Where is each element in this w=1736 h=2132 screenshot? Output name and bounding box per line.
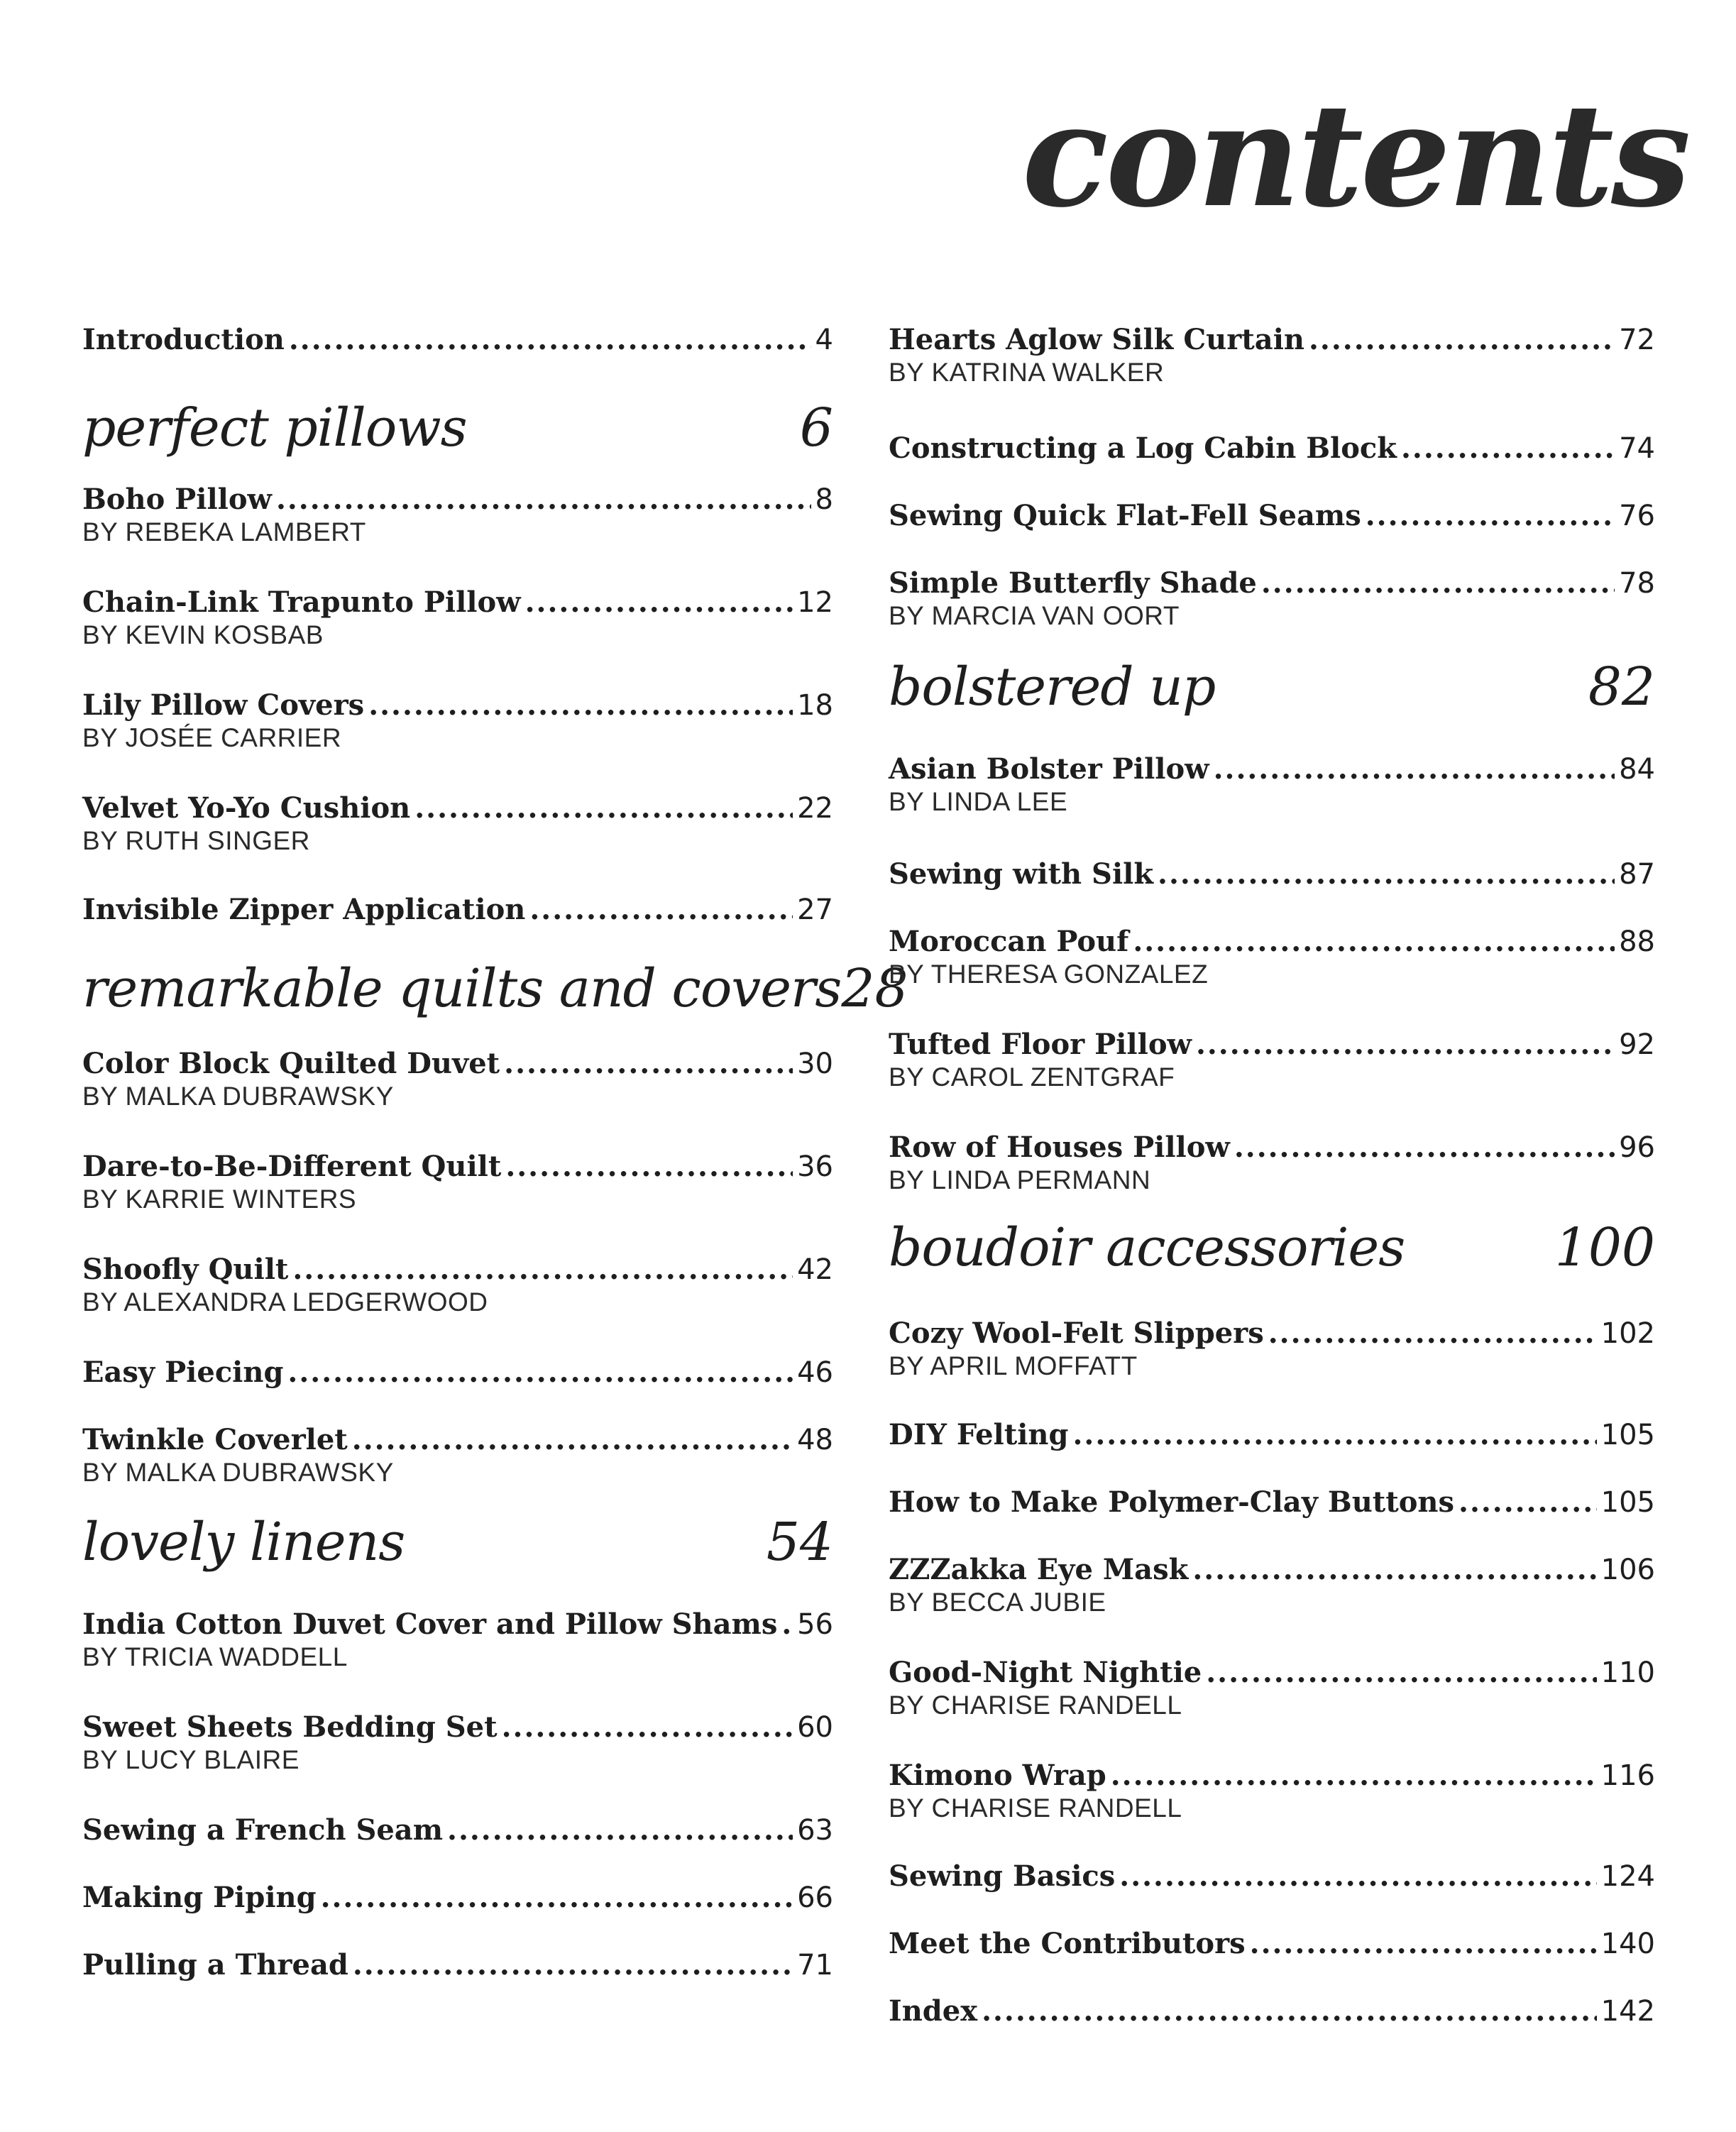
toc-entry-row bbox=[889, 752, 1655, 786]
toc-entry bbox=[82, 1047, 833, 1111]
section-heading bbox=[82, 1512, 833, 1573]
dot-leader bbox=[447, 1813, 793, 1847]
dot-leader bbox=[502, 1710, 793, 1744]
entry-page-number: 4 bbox=[815, 324, 833, 356]
section-title: lovely linens bbox=[82, 1512, 405, 1573]
entry-page-number: 36 bbox=[797, 1150, 833, 1183]
entry-page-number: 140 bbox=[1600, 1928, 1655, 1960]
entry-author: BY LINDA PERMANN bbox=[889, 1165, 1151, 1194]
entry-page-number: 96 bbox=[1619, 1131, 1655, 1164]
toc-entry bbox=[889, 1317, 1655, 1381]
dot-leader bbox=[1401, 432, 1615, 465]
toc-entry bbox=[82, 1813, 833, 1847]
entry-page-number: 8 bbox=[815, 483, 833, 516]
entry-title: Simple Butterfly Shade bbox=[889, 566, 1257, 600]
entry-author: BY LINDA LEE bbox=[889, 787, 1068, 816]
entry-title: Dare-to-Be-Different Quilt bbox=[82, 1150, 502, 1183]
toc-entry bbox=[82, 1710, 833, 1775]
entry-page-number: 71 bbox=[797, 1949, 833, 1982]
entry-title: Color Block Quilted Duvet bbox=[82, 1047, 500, 1080]
entry-page-number: 87 bbox=[1619, 858, 1655, 891]
dot-leader bbox=[1192, 1553, 1596, 1586]
entry-title: DIY Felting bbox=[889, 1418, 1069, 1451]
entry-title: Velvet Yo-Yo Cushion bbox=[82, 791, 411, 825]
entry-title: Sweet Sheets Bedding Set bbox=[82, 1710, 498, 1744]
toc-entry-row bbox=[82, 1948, 833, 1982]
toc-entry-row bbox=[82, 1356, 833, 1389]
dot-leader bbox=[1111, 1759, 1597, 1792]
entry-author: BY KATRINA WALKER bbox=[889, 358, 1165, 387]
toc-entry bbox=[889, 1859, 1655, 1893]
toc-entry bbox=[889, 1553, 1655, 1617]
dot-leader bbox=[982, 1994, 1597, 2028]
toc-entry-row bbox=[889, 857, 1655, 891]
entry-page-number: 48 bbox=[797, 1424, 833, 1456]
section-page-number: 28 bbox=[841, 958, 908, 1019]
toc-entry-row bbox=[889, 1994, 1655, 2028]
toc-entry-row bbox=[82, 791, 833, 825]
entry-title: How to Make Polymer-Clay Buttons bbox=[889, 1485, 1455, 1519]
page-title: contents bbox=[1022, 72, 1688, 239]
entry-title: Asian Bolster Pillow bbox=[889, 752, 1209, 786]
toc-entry bbox=[889, 857, 1655, 891]
entry-author: BY TRICIA WADDELL bbox=[82, 1642, 348, 1671]
dot-leader bbox=[368, 688, 793, 722]
toc-entry-row bbox=[889, 1131, 1655, 1164]
toc-entry bbox=[82, 893, 833, 926]
dot-leader bbox=[1268, 1317, 1597, 1350]
toc-entry bbox=[82, 586, 833, 650]
dot-leader bbox=[292, 1253, 793, 1286]
toc-entry bbox=[82, 1356, 833, 1389]
toc-entry bbox=[889, 1028, 1655, 1092]
section-heading bbox=[889, 656, 1655, 718]
toc-entry bbox=[889, 1418, 1655, 1451]
entry-title: Hearts Aglow Silk Curtain bbox=[889, 323, 1304, 356]
toc-entry-row bbox=[889, 432, 1655, 465]
dot-leader bbox=[287, 1356, 793, 1389]
entry-title: Sewing a French Seam bbox=[82, 1813, 444, 1847]
section-heading bbox=[82, 397, 833, 458]
dot-leader bbox=[1133, 925, 1615, 958]
entry-title: Moroccan Pouf bbox=[889, 925, 1129, 958]
toc-entry bbox=[889, 1994, 1655, 2028]
entry-page-number: 63 bbox=[797, 1814, 833, 1847]
entry-author: BY RUTH SINGER bbox=[82, 826, 310, 855]
entry-title: India Cotton Duvet Cover and Pillow Shams bbox=[82, 1608, 778, 1641]
entry-page-number: 102 bbox=[1600, 1317, 1655, 1350]
toc-entry bbox=[889, 1759, 1655, 1823]
entry-title: Chain-Link Trapunto Pillow bbox=[82, 586, 521, 619]
entry-title: Row of Houses Pillow bbox=[889, 1131, 1230, 1164]
entry-page-number: 142 bbox=[1600, 1995, 1655, 2028]
toc-entry bbox=[82, 323, 833, 356]
entry-title: Making Piping bbox=[82, 1881, 317, 1914]
toc-entry bbox=[82, 1948, 833, 1982]
entry-author: BY MARCIA VAN OORT bbox=[889, 601, 1180, 630]
dot-leader bbox=[276, 483, 811, 516]
section-page-number: 100 bbox=[1554, 1217, 1655, 1278]
entry-title: Sewing with Silk bbox=[889, 857, 1154, 891]
entry-title: Constructing a Log Cabin Block bbox=[889, 432, 1397, 465]
toc-entry bbox=[889, 323, 1655, 388]
entry-title: Kimono Wrap bbox=[889, 1759, 1106, 1792]
entry-title: Introduction bbox=[82, 323, 285, 356]
entry-page-number: 84 bbox=[1619, 753, 1655, 786]
entry-author: BY APRIL MOFFATT bbox=[889, 1351, 1138, 1380]
toc-entry bbox=[82, 1150, 833, 1214]
toc-entry bbox=[82, 1423, 833, 1488]
entry-title: Sewing Basics bbox=[889, 1859, 1116, 1893]
dot-leader bbox=[529, 893, 793, 926]
entry-author: BY THERESA GONZALEZ bbox=[889, 960, 1209, 989]
toc-entry-row bbox=[82, 483, 833, 516]
toc-entry-row bbox=[889, 925, 1655, 958]
entry-page-number: 56 bbox=[797, 1608, 833, 1641]
entry-page-number: 78 bbox=[1619, 567, 1655, 600]
entry-author: BY LUCY BLAIRE bbox=[82, 1745, 300, 1774]
entry-author: BY KEVIN KOSBAB bbox=[82, 620, 324, 649]
entry-title: Index bbox=[889, 1994, 978, 2028]
entry-title: Twinkle Coverlet bbox=[82, 1423, 348, 1456]
toc-entry-row bbox=[889, 1553, 1655, 1586]
entry-title: Sewing Quick Flat-Fell Seams bbox=[889, 499, 1361, 532]
toc-entry-row bbox=[82, 1253, 833, 1286]
toc-entry-row bbox=[82, 1150, 833, 1183]
dot-leader bbox=[781, 1608, 793, 1641]
entry-page-number: 18 bbox=[797, 689, 833, 722]
toc-entry-row bbox=[82, 323, 833, 356]
toc-entry-row bbox=[82, 1423, 833, 1456]
toc-entry bbox=[889, 566, 1655, 631]
toc-entry-row bbox=[889, 499, 1655, 532]
entry-author: BY MALKA DUBRAWSKY bbox=[82, 1458, 394, 1487]
toc-entry bbox=[889, 1927, 1655, 1960]
section-title: boudoir accessories bbox=[889, 1217, 1405, 1278]
dot-leader bbox=[352, 1423, 793, 1456]
entry-page-number: 105 bbox=[1600, 1419, 1655, 1451]
dot-leader bbox=[1119, 1859, 1596, 1893]
toc-entry-row bbox=[889, 323, 1655, 356]
toc-entry bbox=[889, 1131, 1655, 1195]
entry-author: BY KARRIE WINTERS bbox=[82, 1185, 357, 1214]
entry-title: Easy Piecing bbox=[82, 1356, 284, 1389]
toc-entry-row bbox=[889, 1656, 1655, 1689]
entry-page-number: 92 bbox=[1619, 1028, 1655, 1061]
entry-title: Boho Pillow bbox=[82, 483, 272, 516]
toc-entry-row bbox=[889, 1317, 1655, 1350]
toc-entry bbox=[889, 752, 1655, 817]
toc-entry-row bbox=[889, 1485, 1655, 1519]
toc-entry-row bbox=[82, 688, 833, 722]
section-heading bbox=[82, 958, 908, 1019]
toc-entry-row bbox=[889, 1418, 1655, 1451]
entry-author: BY CHARISE RANDELL bbox=[889, 1793, 1182, 1823]
toc-entry bbox=[889, 1656, 1655, 1720]
toc-entry bbox=[889, 432, 1655, 465]
entry-page-number: 22 bbox=[797, 792, 833, 825]
entry-page-number: 74 bbox=[1619, 432, 1655, 465]
section-page-number: 82 bbox=[1588, 656, 1655, 718]
entry-page-number: 66 bbox=[797, 1881, 833, 1914]
entry-page-number: 30 bbox=[797, 1048, 833, 1080]
dot-leader bbox=[1158, 857, 1615, 891]
dot-leader bbox=[1366, 499, 1615, 532]
toc-entry bbox=[889, 1485, 1655, 1519]
section-title: remarkable quilts and covers bbox=[82, 958, 842, 1019]
dot-leader bbox=[504, 1047, 793, 1080]
toc-entry-row bbox=[82, 1608, 833, 1641]
dot-leader bbox=[321, 1881, 793, 1914]
dot-leader bbox=[1072, 1418, 1596, 1451]
toc-entry-row bbox=[889, 1859, 1655, 1893]
toc-entry-row bbox=[889, 1759, 1655, 1792]
entry-author: BY ALEXANDRA LEDGERWOOD bbox=[82, 1287, 488, 1317]
dot-leader bbox=[414, 791, 793, 825]
toc-entry bbox=[82, 1881, 833, 1914]
toc-entry bbox=[82, 483, 833, 547]
toc-entry-row bbox=[82, 1881, 833, 1914]
dot-leader bbox=[525, 586, 793, 619]
entry-author: BY REBEKA LAMBERT bbox=[82, 517, 366, 546]
entry-page-number: 110 bbox=[1600, 1656, 1655, 1689]
section-page-number: 54 bbox=[766, 1512, 833, 1573]
toc-entry-row bbox=[889, 1028, 1655, 1061]
toc-entry bbox=[82, 1608, 833, 1672]
section-title: bolstered up bbox=[889, 656, 1216, 718]
entry-title: Meet the Contributors bbox=[889, 1927, 1246, 1960]
entry-title: Invisible Zipper Application bbox=[82, 893, 526, 926]
toc-entry-row bbox=[82, 1813, 833, 1847]
toc-entry bbox=[82, 1253, 833, 1317]
entry-author: BY JOSÉE CARRIER bbox=[82, 723, 342, 752]
dot-leader bbox=[1458, 1485, 1597, 1519]
dot-leader bbox=[289, 323, 811, 356]
entry-page-number: 12 bbox=[797, 586, 833, 619]
toc-entry-row bbox=[82, 893, 833, 926]
entry-author: BY CAROL ZENTGRAF bbox=[889, 1062, 1175, 1092]
dot-leader bbox=[1196, 1028, 1615, 1061]
entry-page-number: 106 bbox=[1600, 1554, 1655, 1586]
dot-leader bbox=[1214, 752, 1615, 786]
entry-page-number: 27 bbox=[797, 894, 833, 926]
toc-entry-row bbox=[889, 1927, 1655, 1960]
section-heading bbox=[889, 1217, 1655, 1278]
toc-entry bbox=[889, 499, 1655, 532]
entry-title: Shoofly Quilt bbox=[82, 1253, 289, 1286]
toc-entry-row bbox=[82, 1047, 833, 1080]
toc-entry-row bbox=[889, 566, 1655, 600]
entry-page-number: 72 bbox=[1619, 324, 1655, 356]
section-title: perfect pillows bbox=[82, 397, 467, 458]
section-page-number: 6 bbox=[799, 397, 833, 458]
dot-leader bbox=[1309, 323, 1615, 356]
dot-leader bbox=[1206, 1656, 1596, 1689]
entry-title: Lily Pillow Covers bbox=[82, 688, 365, 722]
entry-page-number: 42 bbox=[797, 1253, 833, 1286]
entry-title: Tufted Floor Pillow bbox=[889, 1028, 1192, 1061]
entry-author: BY BECCA JUBIE bbox=[889, 1588, 1106, 1617]
entry-author: BY CHARISE RANDELL bbox=[889, 1691, 1182, 1720]
dot-leader bbox=[1250, 1927, 1597, 1960]
entry-title: Good-Night Nightie bbox=[889, 1656, 1202, 1689]
toc-entry bbox=[889, 925, 1655, 989]
dot-leader bbox=[1261, 566, 1615, 600]
entry-page-number: 60 bbox=[797, 1711, 833, 1744]
entry-page-number: 124 bbox=[1600, 1860, 1655, 1893]
dot-leader bbox=[1234, 1131, 1615, 1164]
entry-page-number: 46 bbox=[797, 1356, 833, 1389]
entry-title: Pulling a Thread bbox=[82, 1948, 348, 1982]
dot-leader bbox=[505, 1150, 793, 1183]
entry-author: BY MALKA DUBRAWSKY bbox=[82, 1082, 394, 1111]
entry-title: Cozy Wool-Felt Slippers bbox=[889, 1317, 1264, 1350]
entry-page-number: 116 bbox=[1600, 1759, 1655, 1792]
toc-entry-row bbox=[82, 1710, 833, 1744]
toc-entry bbox=[82, 791, 833, 856]
entry-page-number: 105 bbox=[1600, 1486, 1655, 1519]
entry-page-number: 88 bbox=[1619, 925, 1655, 958]
entry-page-number: 76 bbox=[1619, 500, 1655, 532]
entry-title: ZZZakka Eye Mask bbox=[889, 1553, 1189, 1586]
dot-leader bbox=[353, 1948, 793, 1982]
toc-entry bbox=[82, 688, 833, 753]
toc-entry-row bbox=[82, 586, 833, 619]
